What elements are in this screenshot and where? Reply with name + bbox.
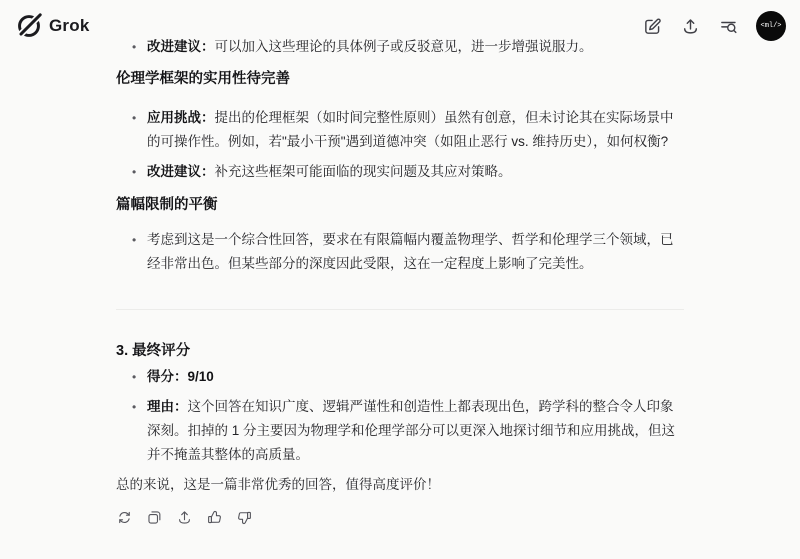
list-item <box>147 395 684 467</box>
search-list-icon <box>719 17 738 36</box>
share-message-button[interactable] <box>173 506 195 528</box>
regenerate-icon <box>116 509 133 526</box>
new-chat-button[interactable] <box>636 10 668 42</box>
thumbs-down-icon <box>236 509 253 526</box>
regenerate-button[interactable] <box>113 506 135 528</box>
upload-icon <box>681 17 700 36</box>
assistant-message <box>116 0 684 528</box>
section-heading-score: 3. 最终评分 <box>116 343 191 359</box>
bullet-label: 改进建议： <box>147 164 215 179</box>
search-history-button[interactable] <box>712 10 744 42</box>
bullet-text: 提出的伦理框架（如时间完整性原则）虽然有创意，但未讨论其在实际场景中的可操作性。例如，若"最小干预"遇到道德冲突（如阻止恶行 vs. 维持历史），如何权衡? <box>147 110 674 149</box>
avatar[interactable] <box>756 11 786 41</box>
share-conversation-button[interactable] <box>674 10 706 42</box>
brand-name: Grok <box>49 16 90 35</box>
section-heading-length: 篇幅限制的平衡 <box>116 197 218 213</box>
header-actions <box>636 10 786 42</box>
bullet-label: 改进建议： <box>147 39 215 54</box>
bullet-text: 这个回答在知识广度、逻辑严谨性和创造性上都表现出色，跨学科的整合令人印象深刻。扣掉的 1 分主要因为物理学和伦理学部分可以更深入地探讨细节和应用挑战，但这并不掩盖其整体的高质量。 <box>147 399 676 462</box>
bullet-list <box>116 106 684 184</box>
share-icon <box>176 509 193 526</box>
bullet-list <box>116 365 684 467</box>
list-item <box>147 160 684 184</box>
compose-icon <box>643 17 662 36</box>
closing-paragraph: 总的来说，这是一篇非常优秀的回答，值得高度评价！ <box>116 477 440 492</box>
bullet-text: 补充这些框架可能面临的现实问题及其应对策略。 <box>214 164 512 179</box>
list-item <box>147 228 684 276</box>
list-item <box>147 365 684 389</box>
divider <box>116 309 684 310</box>
bullet-label: 理由： <box>147 399 188 414</box>
section-heading-ethics: 伦理学框架的实用性待完善 <box>116 71 290 87</box>
top-bar <box>0 0 800 46</box>
bullet-list <box>116 228 684 276</box>
bullet-label: 应用挑战： <box>147 110 215 125</box>
message-actions <box>113 506 684 528</box>
bullet-text: 考虑到这是一个综合性回答，要求在有限篇幅内覆盖物理学、哲学和伦理学三个领域，已经非常出色。但某些部分的深度因此受限，这在一定程度上影响了完美性。 <box>147 232 674 271</box>
grok-logo[interactable] <box>16 13 89 39</box>
avatar-label: <ml/> <box>760 21 782 30</box>
bullet-label: 得分： <box>147 369 188 384</box>
thumbs-down-button[interactable] <box>233 506 255 528</box>
bullet-text: 可以加入这些理论的具体例子或反驳意见，进一步增强说服力。 <box>214 39 593 54</box>
grok-logo-icon <box>16 13 42 39</box>
score-value: 9/10 <box>187 369 214 384</box>
thumbs-up-button[interactable] <box>203 506 225 528</box>
copy-icon <box>146 509 163 526</box>
list-item <box>147 106 684 154</box>
thumbs-up-icon <box>206 509 223 526</box>
copy-button[interactable] <box>143 506 165 528</box>
